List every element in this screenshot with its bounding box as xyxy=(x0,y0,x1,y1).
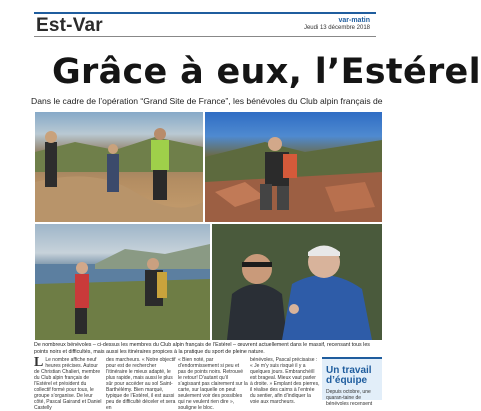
photo-caption: De nombreux bénévoles – ci-dessus les membres du Club alpin français de l’Estérel – œuvrent actuellement dans le massif, recensant tous les points noirs et difficultés, mais aussi les itinéraires propices à la pratique du sport de pleine nature. xyxy=(34,342,370,355)
photo-man-on-rocks xyxy=(205,112,382,222)
photo-hikers-trail xyxy=(35,112,203,222)
photo-coast-hikers-art xyxy=(35,224,210,340)
drop-cap: L xyxy=(34,355,44,370)
header-bottom-rule xyxy=(34,36,376,37)
masthead: var-matin xyxy=(338,17,370,24)
body-column-2: des marcheurs. « Notre objectif pour est de rechercher l’itinéraire le mieux adapté, le plus rapide, mais aussi le plus sûr pour accéder au sol Saint-Barthélémy. Bien marqué, typique de l’Estérel, il est aussi peu de difficulté déceler et sera en xyxy=(106,357,176,411)
headline: Grâce à eux, l’Estérel xyxy=(52,52,481,92)
sidebar-rule xyxy=(322,357,382,359)
photo-coast-hikers xyxy=(35,224,210,340)
intro-text: Dans le cadre de l’opération “Grand Site de France”, les bénévoles du Club alpin français de xyxy=(31,96,383,106)
body-column-1 xyxy=(34,355,104,411)
photo-two-volunteers-art xyxy=(212,224,382,340)
body-column-3: « Bien noté, par d’endormissement si peu et pas de points noirs. Retrouvé le retour! D’autant qu’il s’agissant pas clairement sur la carte, sur laquelle on peut seulement voir des possibles qui ne veulent rien dire », souligne le bloc. xyxy=(178,357,248,411)
issue-date: Jeudi 13 décembre 2018 xyxy=(303,25,370,31)
body-column-4: bénévoles, Pascal précisaise : « Je m’y suis risqué il y a quelques jours. Embranché/il est brageal. Mieux vaut parler à droite. » Emplant des pierres, il réalise des cairns à l’entrée du sentier, afin d’indiquer la voie aux marcheurs. xyxy=(250,357,320,405)
body-column-1-text: Le nombre affiche neuf heures précises. Autour de Christian Chalieri, membre du Club alpin français de l’Estérel et président du collectif formé pour tous, le groupe s’organise. De leur côté, Pascal Gairand et Daniel Castelly xyxy=(34,357,102,411)
sidebar-title: Un travail d’équipe xyxy=(326,365,372,386)
photo-two-volunteers xyxy=(212,224,382,340)
header-top-rule xyxy=(34,12,376,14)
section-title: Est-Var xyxy=(36,15,103,36)
photo-man-on-rocks-art xyxy=(205,112,382,222)
sidebar-text: Depuis octobre, une quaran-taine de bénévoles recensent xyxy=(326,389,373,407)
photo-hikers-trail-art xyxy=(35,112,203,222)
